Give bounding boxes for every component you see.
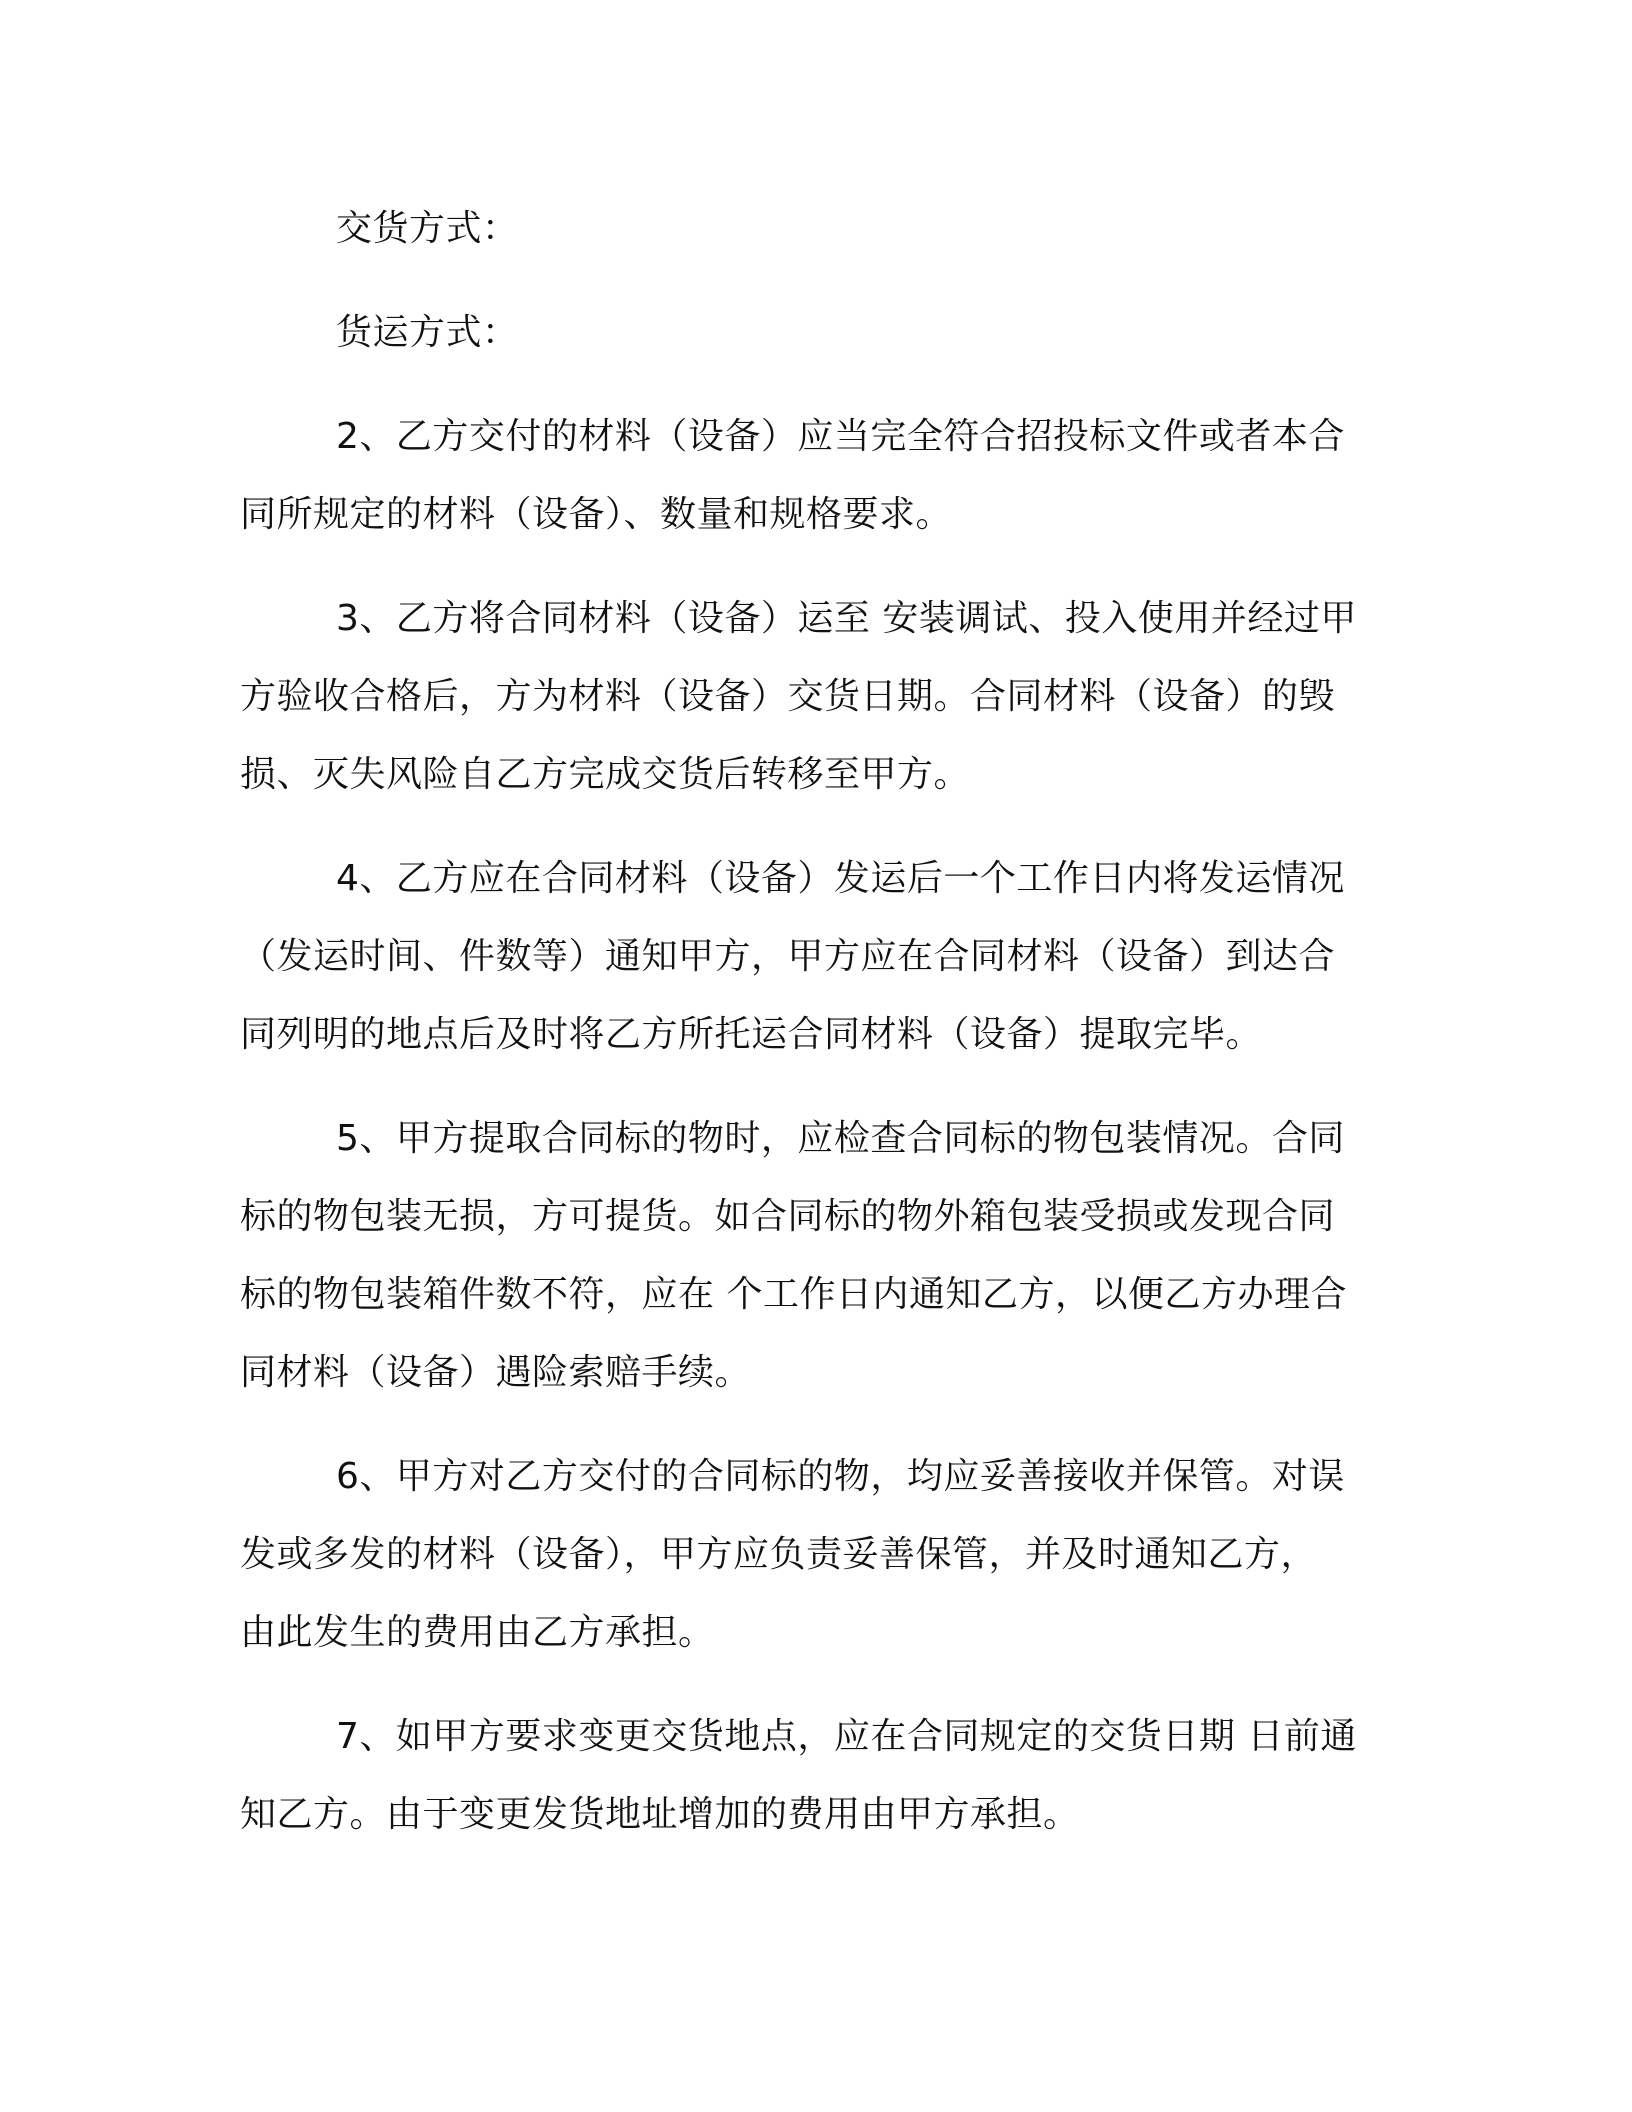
clause-4-line-2: （发运时间、件数等）通知甲方，甲方应在合同材料（设备）到达合 bbox=[240, 936, 1336, 977]
clause-4-line-1: 4、乙方应在合同材料（设备）发运后一个工作日内将发运情况 bbox=[336, 858, 1345, 899]
clause-3-line-2: 方验收合格后，方为材料（设备）交货日期。合同材料（设备）的毁 bbox=[240, 676, 1336, 717]
clause-6-line-1: 6、甲方对乙方交付的合同标的物，均应妥善接收并保管。对误 bbox=[336, 1456, 1345, 1497]
clause-5-line-2: 标的物包装无损，方可提货。如合同标的物外箱包装受损或发现合同 bbox=[240, 1196, 1336, 1237]
document-body bbox=[240, 190, 1370, 1854]
clause-7-line-2: 知乙方。由于变更发货地址增加的费用由甲方承担。 bbox=[240, 1794, 1080, 1835]
clause-6-line-3: 由此发生的费用由乙方承担。 bbox=[240, 1612, 715, 1653]
clause-5-line-3: 标的物包装箱件数不符，应在 个工作日内通知乙方，以便乙方办理合 bbox=[240, 1274, 1347, 1315]
clause-7-line-1: 7、如甲方要求变更交货地点，应在合同规定的交货日期 日前通 bbox=[336, 1716, 1357, 1757]
clause-5-line-4: 同材料（设备）遇险索赔手续。 bbox=[240, 1352, 752, 1393]
shipping-method-label: 货运方式： bbox=[336, 312, 519, 353]
clause-2-line-1: 2、乙方交付的材料（设备）应当完全符合招投标文件或者本合 bbox=[336, 416, 1345, 457]
clause-2-line-2: 同所规定的材料（设备）、数量和规格要求。 bbox=[240, 494, 953, 535]
clause-4-line-3: 同列明的地点后及时将乙方所托运合同材料（设备）提取完毕。 bbox=[240, 1014, 1263, 1055]
clause-3-line-1: 3、乙方将合同材料（设备）运至 安装调试、投入使用并经过甲 bbox=[336, 598, 1357, 639]
delivery-method-label: 交货方式： bbox=[336, 208, 519, 249]
clause-3-line-3: 损、灭失风险自乙方完成交货后转移至甲方。 bbox=[240, 754, 971, 795]
clause-5-line-1: 5、甲方提取合同标的物时，应检查合同标的物包装情况。合同 bbox=[336, 1118, 1345, 1159]
clause-6-line-2: 发或多发的材料（设备），甲方应负责妥善保管，并及时通知乙方， bbox=[240, 1534, 1318, 1575]
